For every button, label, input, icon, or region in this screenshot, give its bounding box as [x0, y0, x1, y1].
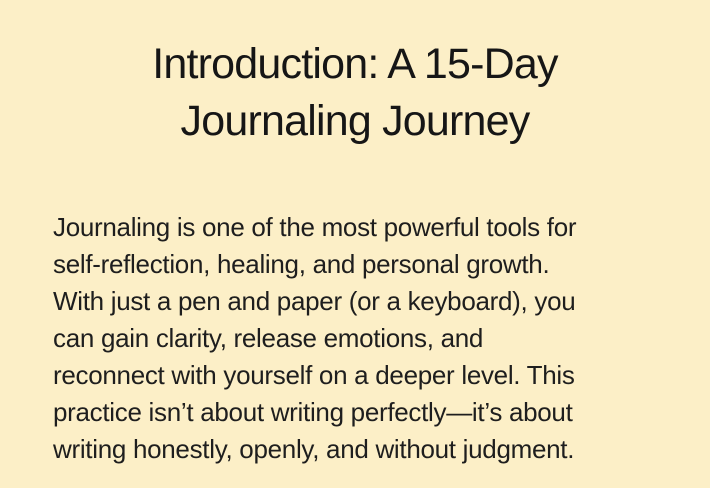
paragraph-line-1: Journaling is one of the most powerful tools for: [53, 212, 577, 242]
paragraph-line-6: practice isn’t about writing perfectly—it’s about: [53, 397, 573, 427]
paragraph-line-7: writing honestly, openly, and without judgment.: [53, 434, 575, 464]
paragraph-line-5: reconnect with yourself on a deeper level. This: [53, 360, 575, 390]
intro-paragraph: [53, 209, 673, 468]
paragraph-line-3: With just a pen and paper (or a keyboard), you: [53, 286, 576, 316]
title-line-1: Introduction: A 15-Day: [152, 40, 558, 88]
paragraph-line-2: self-reflection, healing, and personal growth.: [53, 249, 550, 279]
paragraph-line-4: can gain clarity, release emotions, and: [53, 323, 484, 353]
page-title: [0, 36, 710, 150]
title-line-2: Journaling Journey: [180, 97, 530, 145]
